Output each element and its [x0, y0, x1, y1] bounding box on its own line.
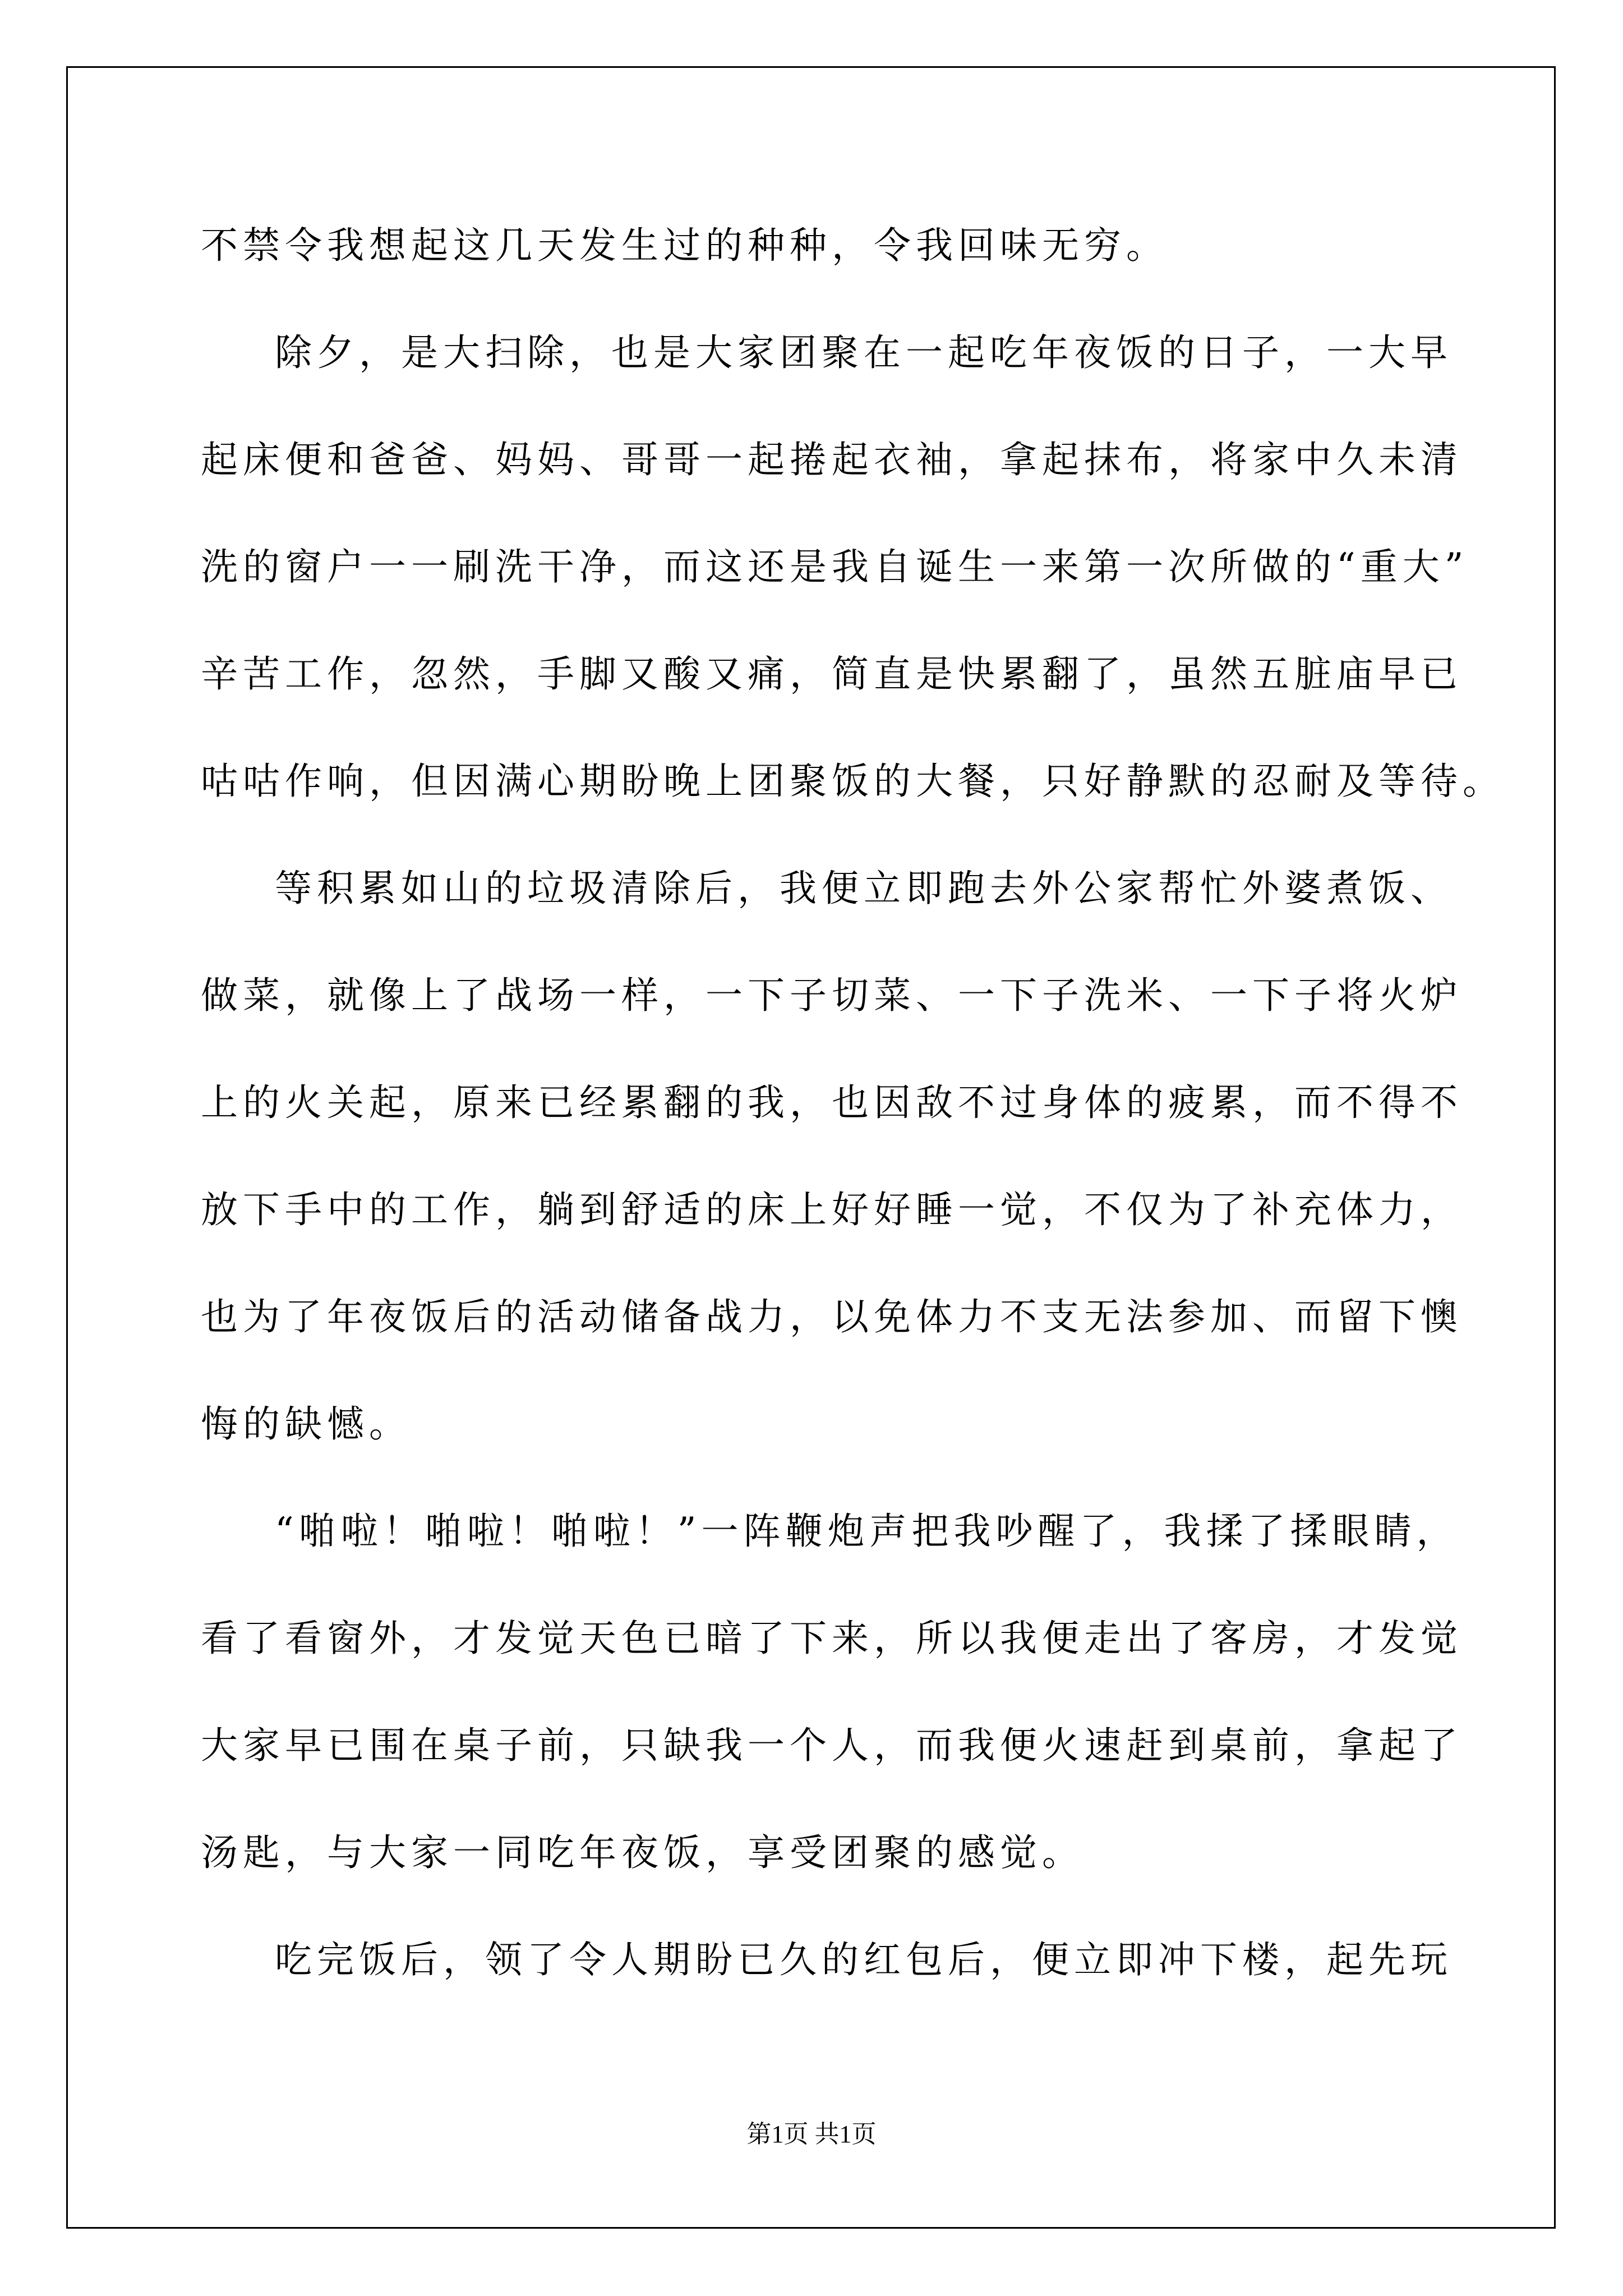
text-line: 看了看窗外，才发觉天色已暗了下来，所以我便走出了客房，才发觉 — [201, 1617, 1463, 1660]
text-line: 也为了年夜饭后的活动储备战力，以免体力不支无法参加、而留下懊 — [201, 1295, 1463, 1338]
text-line: 放下手中的工作，躺到舒适的床上好好睡一觉，不仅为了补充体力， — [201, 1188, 1463, 1231]
text-line: 做菜，就像上了战场一样，一下子切菜、一下子洗米、一下子将火炉 — [201, 974, 1463, 1017]
text-line: 上的火关起，原来已经累翻的我，也因敌不过身体的疲累，而不得不 — [201, 1081, 1463, 1124]
page-footer: 第1页 共1页 — [746, 2120, 877, 2148]
text-line: 除夕，是大扫除，也是大家团聚在一起吃年夜饭的日子，一大早 — [275, 331, 1453, 374]
text-line: 悔的缺憾。 — [201, 1402, 411, 1446]
text-line: 等积累如山的垃圾清除后，我便立即跑去外公家帮忙外婆煮饭、 — [275, 867, 1453, 910]
text-line: 咕咕作响，但因满心期盼晚上团聚饭的大餐，只好静默的忍耐及等待。 — [201, 760, 1505, 803]
text-line: “啪啦！啪啦！啪啦！”一阵鞭炮声把我吵醒了，我揉了揉眼睛， — [275, 1510, 1459, 1553]
text-line: 汤匙，与大家一同吃年夜饭，享受团聚的感觉。 — [201, 1831, 1084, 1874]
text-line: 吃完饭后，领了令人期盼已久的红包后，便立即冲下楼，起先玩 — [275, 1938, 1453, 1981]
text-line: 不禁令我想起这几天发生过的种种，令我回味无穷。 — [201, 224, 1168, 267]
text-line: 洗的窗户一一刷洗干净，而这还是我自诞生一来第一次所做的“重大” — [201, 545, 1469, 588]
text-line: 起床便和爸爸、妈妈、哥哥一起捲起衣袖，拿起抹布，将家中久未清 — [201, 438, 1463, 481]
page-border — [66, 66, 1556, 2229]
text-line: 大家早已围在桌子前，只缺我一个人，而我便火速赶到桌前，拿起了 — [201, 1724, 1463, 1767]
text-line: 辛苦工作，忽然，手脚又酸又痛，简直是快累翻了，虽然五脏庙早已 — [201, 652, 1463, 696]
